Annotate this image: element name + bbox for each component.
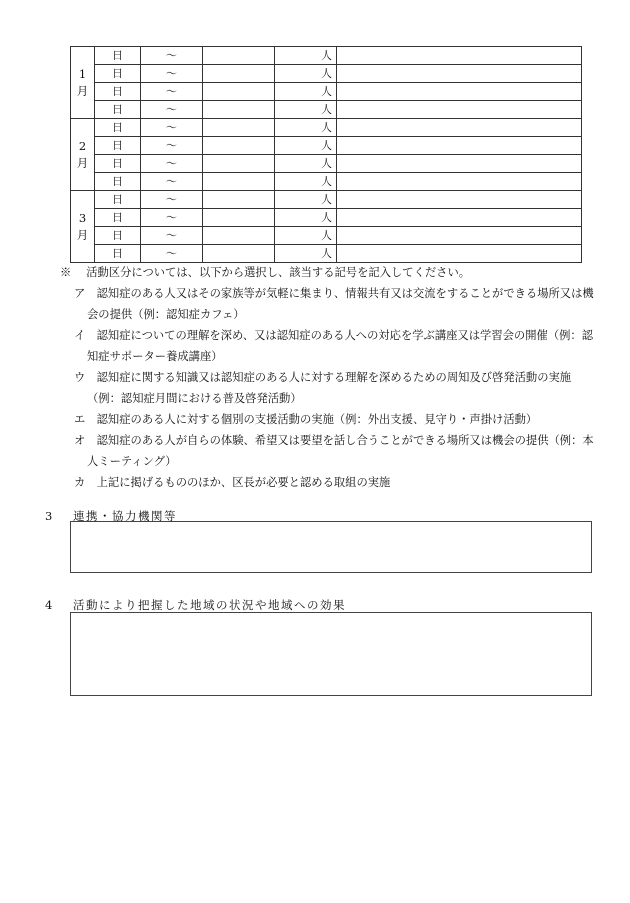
note-item-key: カ xyxy=(74,476,86,489)
schedule-row xyxy=(71,173,582,191)
month-label: 月 xyxy=(76,227,89,242)
day-cell: 日 xyxy=(95,101,141,119)
section-number: 3 xyxy=(45,509,54,523)
participant-count-cell: 人 xyxy=(275,227,337,245)
time-range-cell: ～ xyxy=(141,245,203,263)
activity-category-cell[interactable] xyxy=(337,227,582,245)
note-item xyxy=(73,367,600,409)
participant-count-cell: 人 xyxy=(275,101,337,119)
notes-header-text: 活動区分については、以下から選択し、該当する記号を記入してください。 xyxy=(86,266,471,279)
activity-category-cell[interactable] xyxy=(337,83,582,101)
participant-count-cell: 人 xyxy=(275,47,337,65)
month-number: 2 xyxy=(78,138,87,153)
activity-category-cell[interactable] xyxy=(337,209,582,227)
time-end-cell[interactable] xyxy=(203,155,275,173)
note-item-key: エ xyxy=(74,413,86,426)
section-title: 連携・協力機関等 xyxy=(73,509,177,523)
participant-count-cell: 人 xyxy=(275,155,337,173)
month-label: 月 xyxy=(76,83,89,98)
time-range-cell: ～ xyxy=(141,173,203,191)
activity-category-cell[interactable] xyxy=(337,191,582,209)
schedule-row xyxy=(71,209,582,227)
time-range-cell: ～ xyxy=(141,209,203,227)
participant-count-cell: 人 xyxy=(275,209,337,227)
notes-header xyxy=(60,262,600,283)
participant-count-cell: 人 xyxy=(275,173,337,191)
time-end-cell[interactable] xyxy=(203,101,275,119)
note-item-text: 上記に掲げるもののほか、区長が必要と認める取組の実施 xyxy=(96,476,391,489)
activity-category-cell[interactable] xyxy=(337,119,582,137)
cooperating-organizations-field[interactable] xyxy=(70,521,592,573)
time-range-cell: ～ xyxy=(141,137,203,155)
note-item-text: 認知症のある人に対する個別の支援活動の実施（例：外出支援、見守り・声掛け活動） xyxy=(96,413,538,426)
schedule-row xyxy=(71,101,582,119)
activity-schedule-table xyxy=(70,46,582,263)
schedule-row xyxy=(71,245,582,263)
month-number: 1 xyxy=(78,66,87,81)
schedule-row xyxy=(71,227,582,245)
month-label: 月 xyxy=(76,155,89,170)
section-number: 4 xyxy=(45,598,54,612)
schedule-row xyxy=(71,119,582,137)
time-end-cell[interactable] xyxy=(203,245,275,263)
day-cell: 日 xyxy=(95,65,141,83)
note-item-key: イ xyxy=(74,329,86,342)
note-mark: ※ xyxy=(60,266,72,279)
time-end-cell[interactable] xyxy=(203,173,275,191)
time-end-cell[interactable] xyxy=(203,209,275,227)
day-cell: 日 xyxy=(95,173,141,191)
day-cell: 日 xyxy=(95,245,141,263)
note-item xyxy=(73,283,600,325)
note-item-text: 認知症のある人が自らの体験、希望又は要望を話し合うことができる場所又は機会の提供（例：本人ミーティング） xyxy=(87,434,594,468)
time-end-cell[interactable] xyxy=(203,65,275,83)
note-item xyxy=(73,325,600,367)
section-title: 活動により把握した地域の状況や地域への効果 xyxy=(73,598,346,612)
time-end-cell[interactable] xyxy=(203,137,275,155)
activity-category-cell[interactable] xyxy=(337,65,582,83)
note-item-text: 認知症についての理解を深め、又は認知症のある人への対応を学ぶ講座又は学習会の開催（例：認知症サポーター養成講座） xyxy=(87,329,594,363)
day-cell: 日 xyxy=(95,47,141,65)
month-cell xyxy=(71,119,95,191)
time-end-cell[interactable] xyxy=(203,119,275,137)
activity-category-notes xyxy=(60,262,600,493)
time-range-cell: ～ xyxy=(141,65,203,83)
time-range-cell: ～ xyxy=(141,155,203,173)
month-cell xyxy=(71,191,95,263)
activity-category-cell[interactable] xyxy=(337,47,582,65)
note-item xyxy=(73,472,600,493)
note-item-text: 認知症のある人又はその家族等が気軽に集まり、情報共有又は交流をすることができる場所又は機会の提供（例：認知症カフェ） xyxy=(87,287,594,321)
activity-category-cell[interactable] xyxy=(337,173,582,191)
time-range-cell: ～ xyxy=(141,83,203,101)
note-item-key: オ xyxy=(74,434,86,447)
time-end-cell[interactable] xyxy=(203,47,275,65)
time-end-cell[interactable] xyxy=(203,191,275,209)
participant-count-cell: 人 xyxy=(275,191,337,209)
day-cell: 日 xyxy=(95,209,141,227)
regional-effects-field[interactable] xyxy=(70,612,592,696)
note-item-text: 認知症に関する知識又は認知症のある人に対する理解を深めるための周知及び啓発活動の実施（例：認知症月間における普及啓発活動） xyxy=(87,371,572,405)
note-item xyxy=(73,430,600,472)
time-range-cell: ～ xyxy=(141,191,203,209)
note-item-key: ウ xyxy=(74,371,86,384)
note-item xyxy=(73,409,600,430)
activity-category-cell[interactable] xyxy=(337,155,582,173)
day-cell: 日 xyxy=(95,191,141,209)
participant-count-cell: 人 xyxy=(275,65,337,83)
time-range-cell: ～ xyxy=(141,227,203,245)
time-end-cell[interactable] xyxy=(203,227,275,245)
schedule-row xyxy=(71,137,582,155)
month-cell xyxy=(71,47,95,119)
month-number: 3 xyxy=(78,210,87,225)
note-item-key: ア xyxy=(74,287,86,300)
participant-count-cell: 人 xyxy=(275,83,337,101)
participant-count-cell: 人 xyxy=(275,119,337,137)
time-range-cell: ～ xyxy=(141,47,203,65)
schedule-row xyxy=(71,47,582,65)
time-range-cell: ～ xyxy=(141,101,203,119)
schedule-row xyxy=(71,191,582,209)
schedule-row xyxy=(71,65,582,83)
day-cell: 日 xyxy=(95,155,141,173)
schedule-row xyxy=(71,83,582,101)
participant-count-cell: 人 xyxy=(275,245,337,263)
section-4-heading xyxy=(45,597,346,613)
activity-category-cell[interactable] xyxy=(337,137,582,155)
participant-count-cell: 人 xyxy=(275,137,337,155)
day-cell: 日 xyxy=(95,227,141,245)
schedule-row xyxy=(71,155,582,173)
activity-category-cell[interactable] xyxy=(337,101,582,119)
day-cell: 日 xyxy=(95,137,141,155)
day-cell: 日 xyxy=(95,83,141,101)
day-cell: 日 xyxy=(95,119,141,137)
activity-category-cell[interactable] xyxy=(337,245,582,263)
time-range-cell: ～ xyxy=(141,119,203,137)
time-end-cell[interactable] xyxy=(203,83,275,101)
